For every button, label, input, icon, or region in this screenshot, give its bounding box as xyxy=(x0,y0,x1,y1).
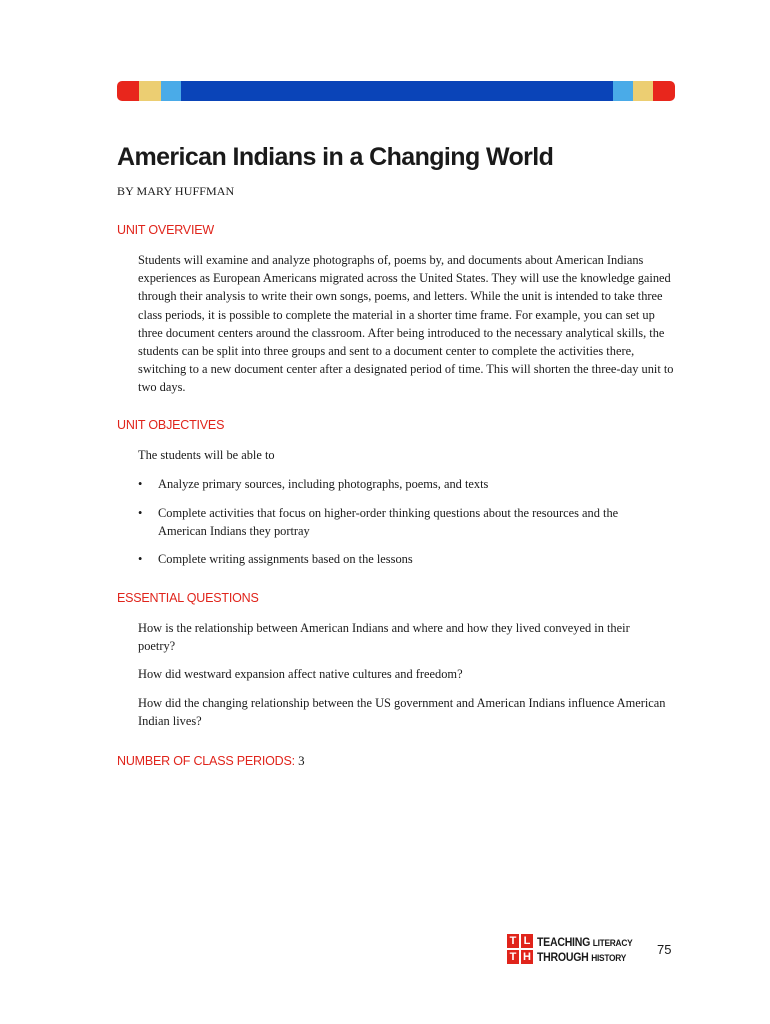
objective-text: Analyze primary sources, including photographs, poems, and texts xyxy=(158,477,489,491)
unit-overview-text: Students will examine and analyze photographs of, poems by, and documents about American Indians experiences as European Americans migrated across the United States. They will use the knowledge gained through their analysis to write their own songs, poems, and letters. While the unit is intended to take three class periods, it is possible to complete the material in a shorter time frame. For example, you can set up three document centers around the classroom. After being introduced to the necessary analytical skills, the students can be split into three groups and sent to a document center to complete the activities there, switching to a new document center after a designated period of time. This will shorten the three-day unit to two days. xyxy=(138,253,674,395)
author-byline: BY MARY HUFFMAN xyxy=(117,184,235,198)
bullet-icon: • xyxy=(138,506,143,520)
list-item xyxy=(138,475,668,493)
document-title: American Indians in a Changing World xyxy=(117,143,554,171)
bar-segment-lightblue-left xyxy=(161,81,181,101)
bullet-icon: • xyxy=(138,552,143,566)
bar-segment-yellow-right xyxy=(633,81,653,101)
logo-word: TEACHING xyxy=(537,935,591,949)
essential-questions-heading: ESSENTIAL QUESTIONS xyxy=(117,591,259,605)
unit-objectives-intro: The students will be able to xyxy=(138,448,275,462)
logo-letter: T xyxy=(507,950,519,964)
objective-text: Complete writing assignments based on the lessons xyxy=(158,552,413,566)
essential-question: How is the relationship between American Indians and where and how they lived conveyed in their poetry? xyxy=(138,621,630,654)
logo-word: LITERACY xyxy=(592,938,633,949)
logo-line-1 xyxy=(537,935,632,949)
essential-question: How did westward expansion affect native cultures and freedom? xyxy=(138,667,463,681)
unit-objectives-heading: UNIT OBJECTIVES xyxy=(117,418,225,432)
bar-segment-yellow-left xyxy=(139,81,161,101)
class-periods-label: NUMBER OF CLASS PERIODS: xyxy=(117,754,295,768)
list-item xyxy=(138,504,668,540)
bar-segment-red-left xyxy=(117,81,139,101)
bar-segment-lightblue-right xyxy=(613,81,633,101)
bullet-icon: • xyxy=(138,477,143,491)
class-periods-value: 3 xyxy=(298,753,305,768)
logo-letter: H xyxy=(521,950,533,964)
logo-line-2 xyxy=(537,950,626,964)
objectives-list xyxy=(138,550,668,568)
bar-segment-red-right xyxy=(653,81,675,101)
essential-question: How did the changing relationship between the US government and American Indians influence American Indian lives? xyxy=(138,696,666,729)
logo-word: HISTORY xyxy=(591,953,627,964)
unit-overview-heading: UNIT OVERVIEW xyxy=(117,223,214,237)
logo-letter: L xyxy=(521,934,533,948)
teaching-literacy-through-history-logo xyxy=(507,934,633,966)
list-item xyxy=(138,550,668,568)
objectives-list xyxy=(138,475,668,493)
logo-letter-grid xyxy=(507,934,533,964)
class-periods-heading xyxy=(117,753,304,769)
bar-segment-blue xyxy=(181,81,613,101)
logo-letter: T xyxy=(507,934,519,948)
page-number: 75 xyxy=(657,942,672,957)
decorative-color-bar xyxy=(117,81,675,101)
objectives-list xyxy=(138,504,668,540)
logo-word: THROUGH xyxy=(537,950,589,964)
objective-text: Complete activities that focus on higher-order thinking questions about the resources and the American Indians they portray xyxy=(158,506,619,539)
